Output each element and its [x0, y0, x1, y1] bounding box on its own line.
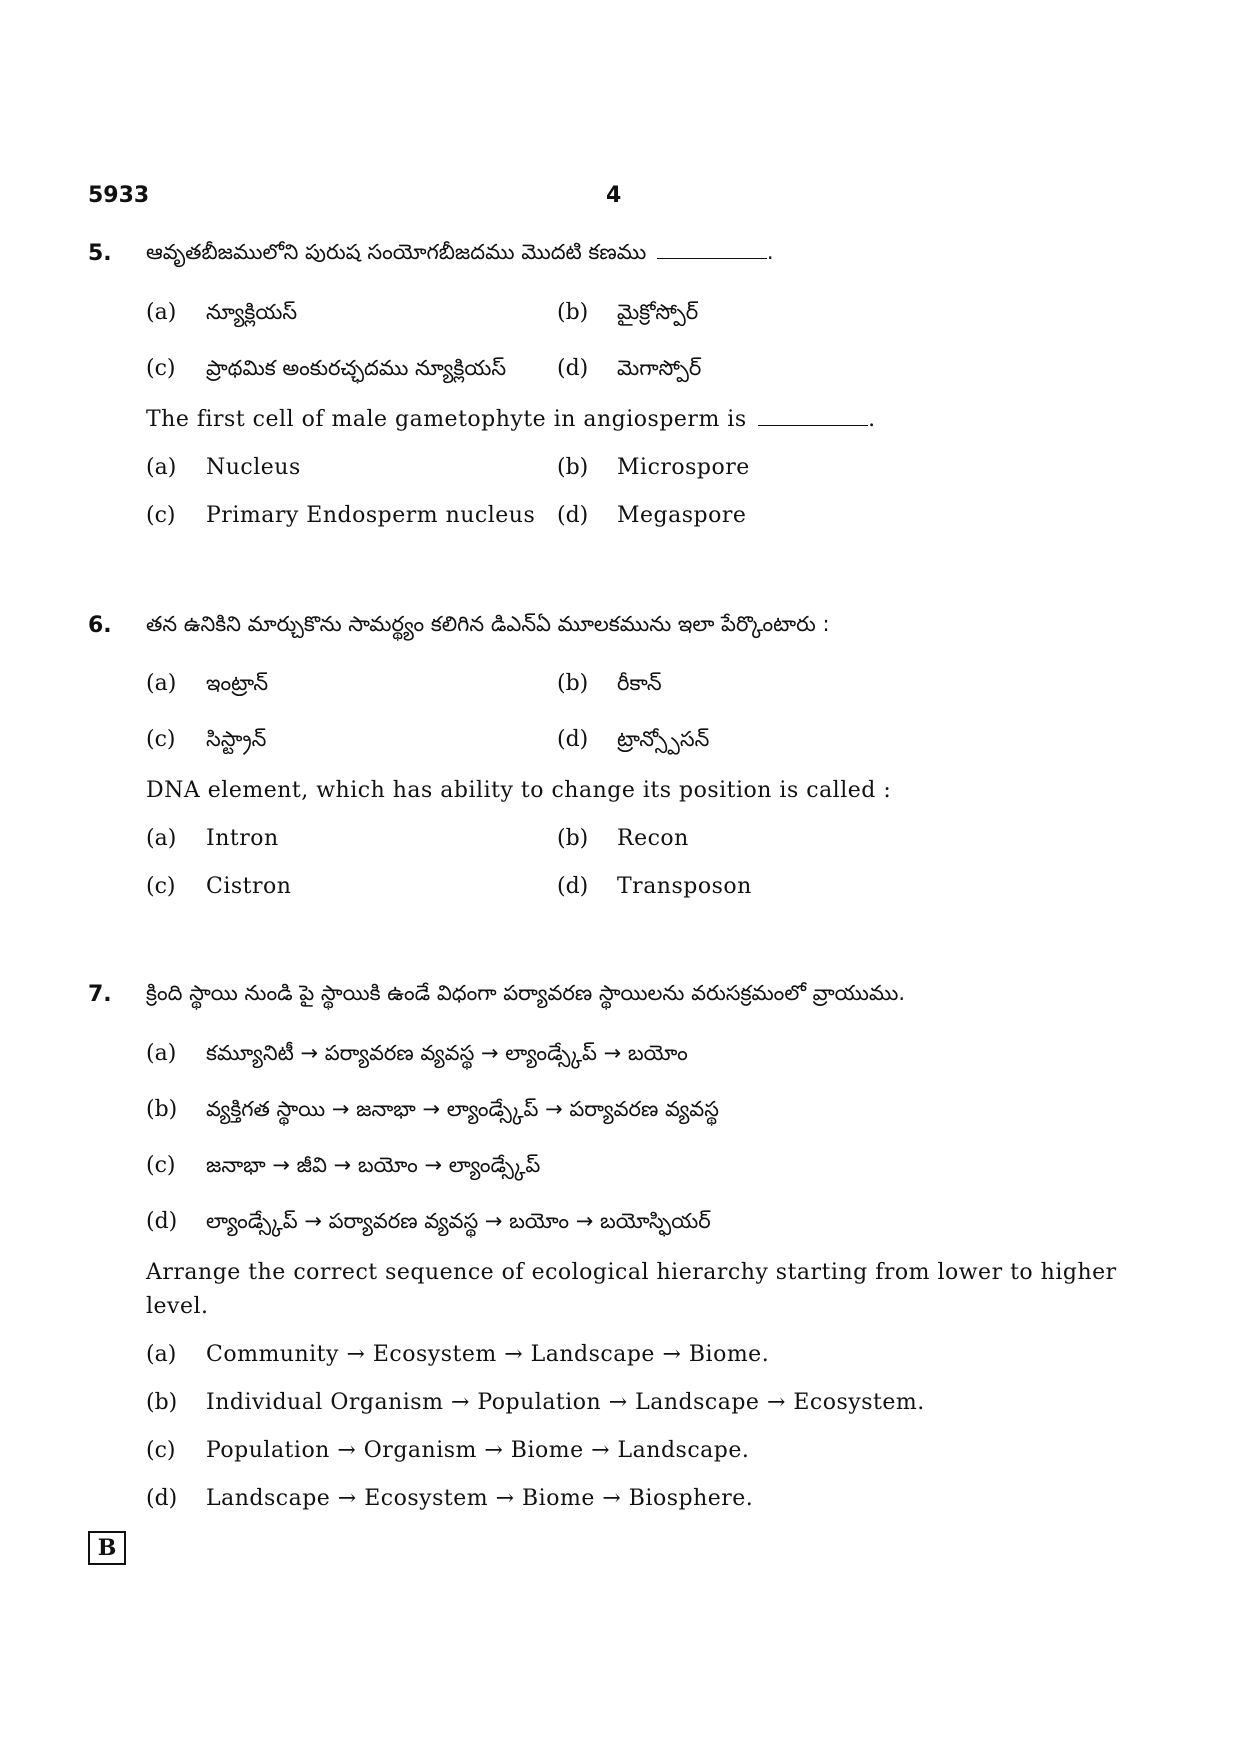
question-stem-telugu: ఆవృతబీజములోని పురుష సంయోగబీజదము మొదటి కణము . — [146, 240, 774, 264]
option-label: (d) — [557, 874, 589, 899]
option-text-english: Nucleus — [206, 455, 301, 480]
question-number: 5. — [88, 241, 112, 266]
question-stem-english: The first cell of male gametophyte in angiosperm is . — [146, 407, 876, 432]
question-paper-code: 5933 — [88, 183, 150, 208]
option-label: (a) — [146, 1041, 177, 1066]
option-label: (b) — [146, 1097, 178, 1122]
option-text-telugu: మైక్రోస్పోర్ — [617, 300, 699, 324]
option-label: (a) — [146, 455, 177, 480]
option-text-telugu: రీకాన్ — [617, 671, 662, 695]
option-label: (a) — [146, 671, 177, 696]
question-stem-english: Arrange the correct sequence of ecological hierarchy starting from lower to higher — [146, 1260, 1117, 1285]
option-text-telugu: ట్రాన్స్పోసన్ — [617, 727, 710, 751]
option-text-telugu: ఇంట్రాన్ — [206, 671, 269, 695]
question-stem-english-continued: level. — [146, 1294, 209, 1319]
option-label: (b) — [557, 300, 589, 325]
option-text-english: Microspore — [617, 455, 750, 480]
option-label: (b) — [146, 1390, 178, 1415]
question-number: 6. — [88, 613, 112, 638]
option-label: (b) — [557, 826, 589, 851]
option-label: (a) — [146, 826, 177, 851]
option-label: (d) — [557, 356, 589, 381]
option-label: (a) — [146, 1342, 177, 1367]
series-code-box: B — [88, 1531, 126, 1565]
question-stem-english: DNA element, which has ability to change its position is called : — [146, 778, 892, 803]
option-text-english: Individual Organism → Population → Landscape → Ecosystem. — [206, 1390, 925, 1415]
option-label: (c) — [146, 503, 176, 528]
option-text-english: Transposon — [617, 874, 752, 899]
question-stem-telugu: తన ఉనికిని మార్చుకొను సామర్థ్యం కలిగిన డిఎన్ఏ మూలకమును ఇలా పేర్కొంటారు : — [146, 612, 830, 636]
option-text-english: Primary Endosperm nucleus — [206, 503, 536, 528]
option-text-telugu: మెగాస్పోర్ — [617, 356, 702, 380]
option-text-telugu: ల్యాండ్స్కేప్ → పర్యావరణ వ్యవస్థ → బయోం → బయోస్ఫియర్ — [206, 1209, 711, 1233]
option-text-english: Recon — [617, 826, 689, 851]
option-label: (c) — [146, 1438, 176, 1463]
option-label: (d) — [146, 1486, 178, 1511]
question-number: 7. — [88, 982, 112, 1007]
option-text-english: Megaspore — [617, 503, 747, 528]
option-text-telugu: వ్యక్తిగత స్థాయి → జనాభా → ల్యాండ్స్కేప్ → పర్యావరణ వ్యవస్థ — [206, 1097, 719, 1121]
option-text-telugu: జనాభా → జీవి → బయోం → ల్యాండ్స్కేప్ — [206, 1153, 541, 1177]
option-label: (c) — [146, 874, 176, 899]
option-text-english: Cistron — [206, 874, 292, 899]
option-text-telugu: న్యూక్లియస్ — [206, 300, 298, 324]
option-text-telugu: ప్రాథమిక అంకురచ్ఛదము న్యూక్లియస్ — [206, 356, 507, 380]
option-text-english: Population → Organism → Biome → Landscape. — [206, 1438, 750, 1463]
option-label: (d) — [557, 727, 589, 752]
option-label: (d) — [557, 503, 589, 528]
option-text-english: Community → Ecosystem → Landscape → Biome. — [206, 1342, 770, 1367]
question-stem-telugu: క్రింది స్థాయి నుండి పై స్థాయికి ఉండే విధంగా పర్యావరణ స్థాయిలను వరుసక్రమంలో వ్రాయుము. — [146, 981, 906, 1005]
option-text-telugu: సిస్ట్రాన్ — [206, 727, 267, 751]
option-label: (d) — [146, 1209, 178, 1234]
option-label: (c) — [146, 1153, 176, 1178]
option-text-english: Landscape → Ecosystem → Biome → Biosphere. — [206, 1486, 754, 1511]
option-label: (b) — [557, 671, 589, 696]
option-text-english: Intron — [206, 826, 279, 851]
page-number: 4 — [606, 183, 622, 208]
option-label: (c) — [146, 727, 176, 752]
option-label: (b) — [557, 455, 589, 480]
option-label: (c) — [146, 356, 176, 381]
option-label: (a) — [146, 300, 177, 325]
option-text-telugu: కమ్యూనిటీ → పర్యావరణ వ్యవస్థ → ల్యాండ్స్కేప్ → బయోం — [206, 1041, 688, 1065]
